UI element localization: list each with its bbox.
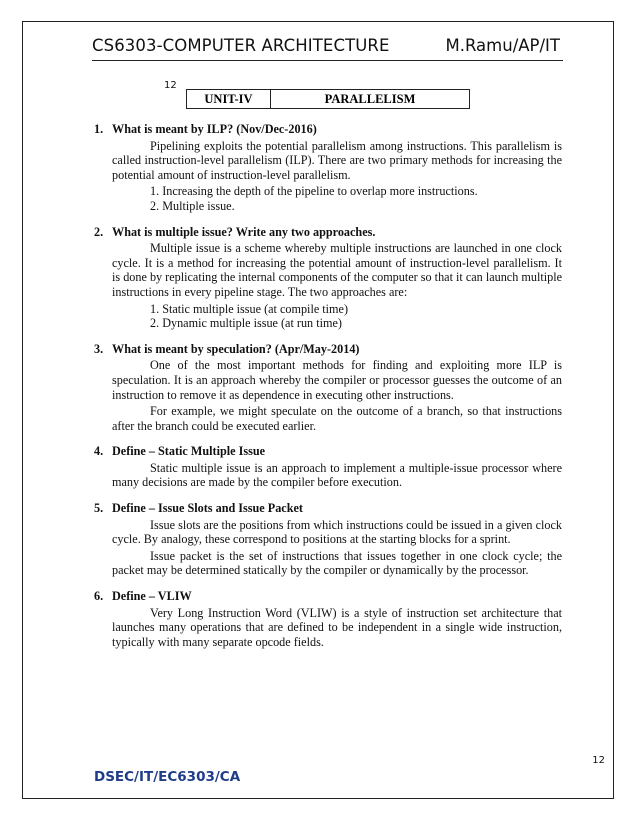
answer-paragraph: One of the most important methods for finding and exploiting more ILP is speculation. It is an approach whereby the compiler or processor guesses the outcome of an instruction to remove it as dependence in executing other instructions.	[112, 358, 562, 402]
question-block	[94, 225, 562, 331]
answer-list-item: 1. Increasing the depth of the pipeline to overlap more instructions.	[150, 184, 478, 199]
unit-title: PARALLELISM	[324, 92, 416, 106]
unit-label: UNIT-IV	[187, 90, 271, 108]
question-block	[94, 122, 562, 214]
question-number: 2.	[94, 224, 104, 239]
question-block	[94, 501, 562, 578]
question-number: 4.	[94, 444, 104, 459]
question-heading	[94, 501, 562, 516]
question-heading	[94, 225, 562, 240]
answer-paragraph: Issue slots are the positions from which instructions could be issued in a given clock cycle. By analogy, these correspond to positions at the starting blocks for a sprint.	[112, 517, 562, 547]
page-number-bottom: 12	[592, 755, 605, 766]
question-title: Define – Static Multiple Issue	[112, 444, 266, 459]
answer-list-item: 2. Multiple issue.	[150, 198, 235, 213]
header-divider	[92, 60, 563, 61]
question-heading	[94, 444, 562, 459]
question-heading	[94, 122, 562, 137]
question-block	[94, 342, 562, 434]
page-number-top: 12	[164, 80, 177, 91]
answer-paragraph: Static multiple issue is an approach to implement a multiple-issue processor where many decisions are made by the compiler before execution.	[112, 460, 562, 490]
author-name: M.Ramu/AP/IT	[445, 36, 560, 55]
unit-table	[186, 89, 470, 109]
question-title: Define – VLIW	[112, 589, 192, 604]
question-heading	[94, 589, 562, 604]
question-number: 5.	[94, 501, 104, 516]
answer-list-item: 1. Static multiple issue (at compile time)	[150, 301, 349, 316]
question-number: 6.	[94, 589, 104, 604]
answer-paragraph: Multiple issue is a scheme whereby multiple instructions are launched in one clock cycle. It is a method for increasing the potential amount of instruction-level parallelism. It is done by replicating the internal components of the computer so that it can launch multiple instructions in every pipeline stage. The two approaches are:	[112, 241, 562, 299]
answer-paragraph: Issue packet is the set of instructions that issues together in one clock cycle; the packet may be determined statically by the compiler or dynamically by the processor.	[112, 548, 562, 578]
answer-paragraph: Very Long Instruction Word (VLIW) is a style of instruction set architecture that launches many operations that are defined to be independent in a single wide instruction, typically with many separate opcode fields.	[112, 605, 562, 649]
question-block	[94, 589, 562, 649]
footer-code: DSEC/IT/EC6303/CA	[94, 769, 241, 785]
question-block	[94, 444, 562, 490]
question-number: 3.	[94, 341, 104, 356]
answer-paragraph: Pipelining exploits the potential parallelism among instructions. This parallelism is called instruction-level parallelism (ILP). There are two primary methods for increasing the potential amount of instruction-level parallelism.	[112, 138, 562, 182]
question-title: Define – Issue Slots and Issue Packet	[112, 501, 303, 516]
question-title: What is multiple issue? Write any two approaches.	[112, 224, 376, 239]
question-title: What is meant by ILP? (Nov/Dec-2016)	[112, 122, 317, 136]
question-number: 1.	[94, 122, 104, 136]
answer-paragraph: For example, we might speculate on the outcome of a branch, so that instructions after the branch could be executed earlier.	[112, 404, 562, 433]
question-heading	[94, 342, 562, 357]
question-title: What is meant by speculation? (Apr/May-2014)	[112, 341, 360, 356]
answer-list-item: 2. Dynamic multiple issue (at run time)	[150, 316, 342, 331]
course-title: CS6303-COMPUTER ARCHITECTURE	[92, 36, 390, 55]
question-list	[94, 122, 562, 660]
